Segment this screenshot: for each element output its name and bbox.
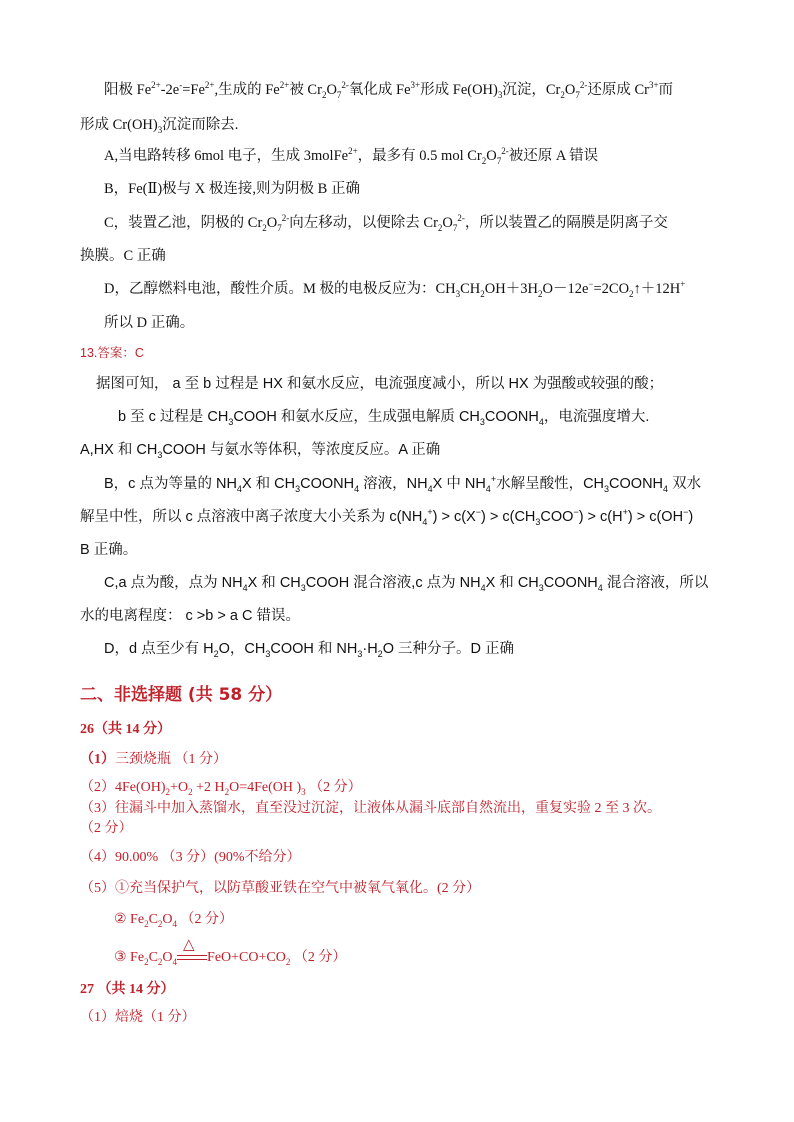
a26-5: （5）①充当保护气，以防草酸亚铁在空气中被氧气氧化。(2 分） bbox=[80, 881, 481, 896]
q13-line-8: 水的电离程度： c >b > a C 错误。 bbox=[80, 608, 300, 624]
q13-line-9: D，d 点至少有 $H_2O$，$CH_3COOH$ 和 $NH_3\cdot H_2O$ 三种分子。D 正确 bbox=[104, 641, 514, 659]
q13-line-2: b 至 c 过程是 $CH_3COOH$ 和氨水反应，生成强电解质 $CH_3COONH_4$，电流强度增大. bbox=[118, 409, 650, 427]
heat-triangle-icon: △ bbox=[183, 936, 195, 953]
a26-7: ③ $Fe_2C_2O_4$ △ $FeO+CO+CO_2$ （2 分） bbox=[114, 936, 347, 967]
text-line-2: 形成 $Cr(OH)_3$沉淀而除去. bbox=[80, 117, 239, 135]
q13-line-6: B 正确。 bbox=[80, 542, 138, 558]
text-line-1: 阳极 $Fe^{2+}-2e^-=Fe^{2+}$,生成的 $Fe^{2+}$被 $Cr_2O_7^{2-}$氧化成 $Fe^{3+}$形成 $Fe(OH)_3$沉淀，$Cr_2O_7^{2-}$还原成 $Cr^{3+}$而 bbox=[104, 80, 674, 100]
a26-2: $(2)4Fe(OH)_2+O_2 +2$ $H_2O=4Fe(OH$ )$_3$ （2 分） bbox=[80, 780, 362, 797]
q27-heading: 27 （共 14 分） bbox=[80, 982, 175, 997]
q13-answer: 13.答案：C bbox=[80, 346, 144, 360]
q26-heading: 26（共 14 分） bbox=[80, 722, 171, 737]
option-d-line-2: 所以 D 正确。 bbox=[104, 315, 195, 331]
a26-1: （1）三颈烧瓶 （1 分） bbox=[80, 752, 227, 767]
a26-6: ② $Fe_2C_2O_4$ （2 分） bbox=[114, 912, 234, 929]
option-b-line: B，Fe(Ⅱ)极与 X 极连接,则为阴极 B 正确 bbox=[104, 181, 360, 197]
option-a-line: A,当电路转移 6mol 电子，生成 3molFe$^{2+}$，最多有 0.5 mol $Cr_2O_7^{2-}$被还原 A 错误 bbox=[104, 146, 599, 166]
a27-1: （1）焙烧（1 分） bbox=[80, 1010, 196, 1025]
q13-line-7: C,a 点为酸，点为 $NH_4X$ 和 $CH_3COOH$ 混合溶液,c 点为 $NH_4X$ 和 $CH_3COONH_4$ 混合溶液，所以 bbox=[104, 575, 709, 593]
a26-3: （3）往漏斗中加入蒸馏水，直至没过沉淀，让液体从漏斗底部自然流出，重复实验 2 至 3 次。 bbox=[80, 801, 661, 816]
a26-3-score: （2 分） bbox=[80, 821, 133, 836]
q13-line-3: A,HX 和 $CH_3COOH$ 与氨水等体积，等浓度反应。A 正确 bbox=[80, 442, 441, 460]
q13-line-1: 据图可知， a 至 b 过程是 HX 和氨水反应，电流强度减小，所以 HX 为强酸或较强的酸； bbox=[96, 376, 664, 392]
option-d-line: D，乙醇燃料电池，酸性介质。M 极的电极反应为：$CH_3CH_2OH+3H_2O-12e^-=2CO_2↑+12H^+$ bbox=[104, 279, 686, 299]
section-heading: 二、非选择题 (共 58 分） bbox=[80, 685, 283, 705]
q13-line-4: B，c 点为等量的 $NH_4X$ 和 $CH_3COONH_4$ 溶液，$NH_4X$ 中 $NH_4^+$水解呈酸性，$CH_3COONH_4$ 双水 bbox=[104, 474, 702, 494]
q13-line-5: 解呈中性，所以 c 点溶液中离子浓度大小关系为 $c(NH_4^+) > c(X^-) > c(CH_3COO^-) > c(H^+) > c(OH^-)$ bbox=[80, 507, 694, 527]
heating-equals-sign bbox=[177, 936, 207, 963]
a26-4: （4）90.00% （3 分）(90%不给分） bbox=[80, 850, 301, 865]
option-c-line-2: 换膜。C 正确 bbox=[80, 248, 166, 264]
option-c-line: C，装置乙池，阴极的 $Cr_2O_7^{2-}$向左移动，以便除去 $Cr_2O_7^{2-}$，所以装置乙的隔膜是阴离子交 bbox=[104, 213, 668, 233]
